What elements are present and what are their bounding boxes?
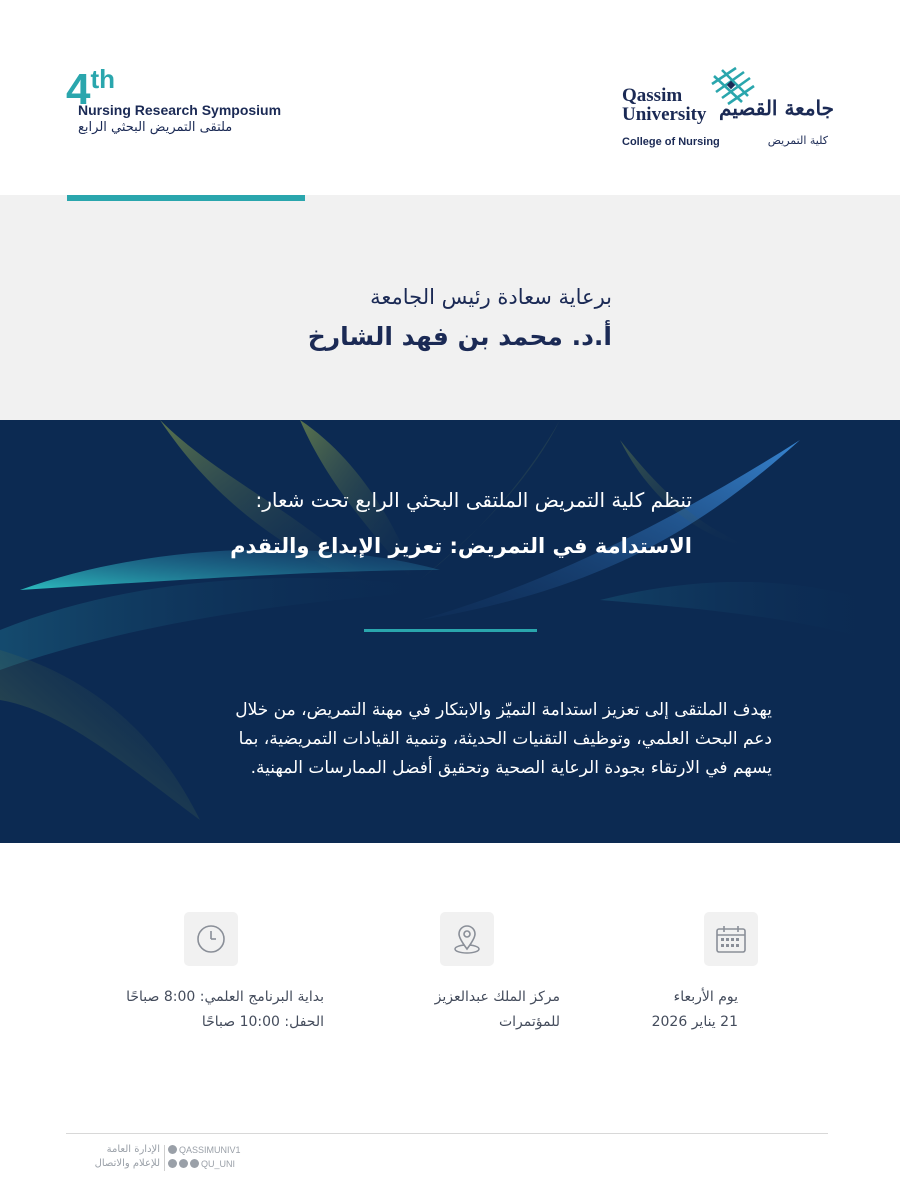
description-line-2: دعم البحث العلمي، وتوظيف التقنيات الحديثة، وتنمية القيادات التمريضية، بما	[238, 729, 772, 749]
location-pin-icon	[440, 912, 494, 966]
footer-department-line1: الإدارة العامة	[106, 1144, 160, 1155]
header	[0, 0, 900, 195]
college-name-en: College of Nursing	[622, 136, 720, 148]
program-start-time: بداية البرنامج العلمي: 8:00 صباحًا	[126, 989, 324, 1005]
venue-name-line2: للمؤتمرات	[498, 1014, 560, 1030]
symposium-name-ar: ملتقى التمريض البحثي الرابع	[78, 120, 233, 135]
description-line-3: يسهم في الارتقاء بجودة الرعاية الصحية وتحقيق أفضل الممارسات المهنية.	[250, 758, 772, 778]
symposium-description	[112, 696, 772, 783]
section-divider	[364, 629, 537, 632]
university-name-en-line1: Qassim	[622, 85, 683, 106]
patronage-section	[0, 195, 900, 420]
event-venue-text	[435, 985, 560, 1035]
university-name-ar: جامعة القصيم	[719, 96, 834, 120]
symposium-name-en: Nursing Research Symposium	[78, 102, 282, 118]
snapchat-icon	[168, 1159, 177, 1168]
symposium-number: 4	[66, 65, 90, 114]
handle-text-1: QASSIMUNIV1	[179, 1145, 241, 1155]
announcement-section	[0, 420, 900, 843]
event-time	[80, 912, 324, 1042]
patronage-title: برعاية سعادة رئيس الجامعة	[370, 285, 612, 309]
social-handle-multi[interactable]	[168, 1157, 241, 1171]
event-time-text	[126, 985, 324, 1035]
handle-text-2: QU_UNI	[201, 1159, 236, 1169]
footer-separator	[164, 1145, 165, 1171]
footer-social-handles	[168, 1143, 241, 1171]
symposium-logo	[66, 64, 282, 135]
footer-divider	[66, 1133, 828, 1134]
calendar-icon	[704, 912, 758, 966]
venue-name-line1: مركز الملك عبدالعزيز	[434, 989, 560, 1005]
event-venue	[330, 912, 570, 1042]
clock-icon	[184, 912, 238, 966]
symposium-slogan: الاستدامة في التمريض: تعزيز الإبداع والتقدم	[230, 534, 692, 558]
college-name-ar: كلية التمريض	[767, 134, 828, 147]
symposium-suffix: th	[90, 64, 116, 94]
footer-department	[68, 1143, 160, 1171]
description-line-1: يهدف الملتقى إلى تعزيز استدامة التميّز والابتكار في مهنة التمريض، من خلال	[235, 700, 772, 720]
event-full-date: 21 يناير 2026	[651, 1014, 738, 1030]
university-name-en	[622, 86, 706, 124]
social-handle-x[interactable]	[168, 1143, 241, 1157]
event-date	[560, 912, 800, 1042]
x-icon	[168, 1145, 177, 1154]
ceremony-time: الحفل: 10:00 صباحًا	[201, 1014, 324, 1030]
event-day: يوم الأربعاء	[673, 989, 738, 1005]
accent-bar	[67, 195, 305, 201]
instagram-icon	[179, 1159, 188, 1168]
event-date-text	[652, 985, 738, 1035]
patron-name: أ.د. محمد بن فهد الشارخ	[307, 322, 612, 351]
youtube-icon	[190, 1159, 199, 1168]
footer-department-line2: للإعلام والاتصال	[94, 1158, 160, 1169]
university-name-en-line2: University	[622, 104, 707, 125]
announcement-intro: تنظم كلية التمريض الملتقى البحثي الرابع تحت شعار:	[255, 488, 692, 512]
university-logo	[622, 66, 834, 156]
